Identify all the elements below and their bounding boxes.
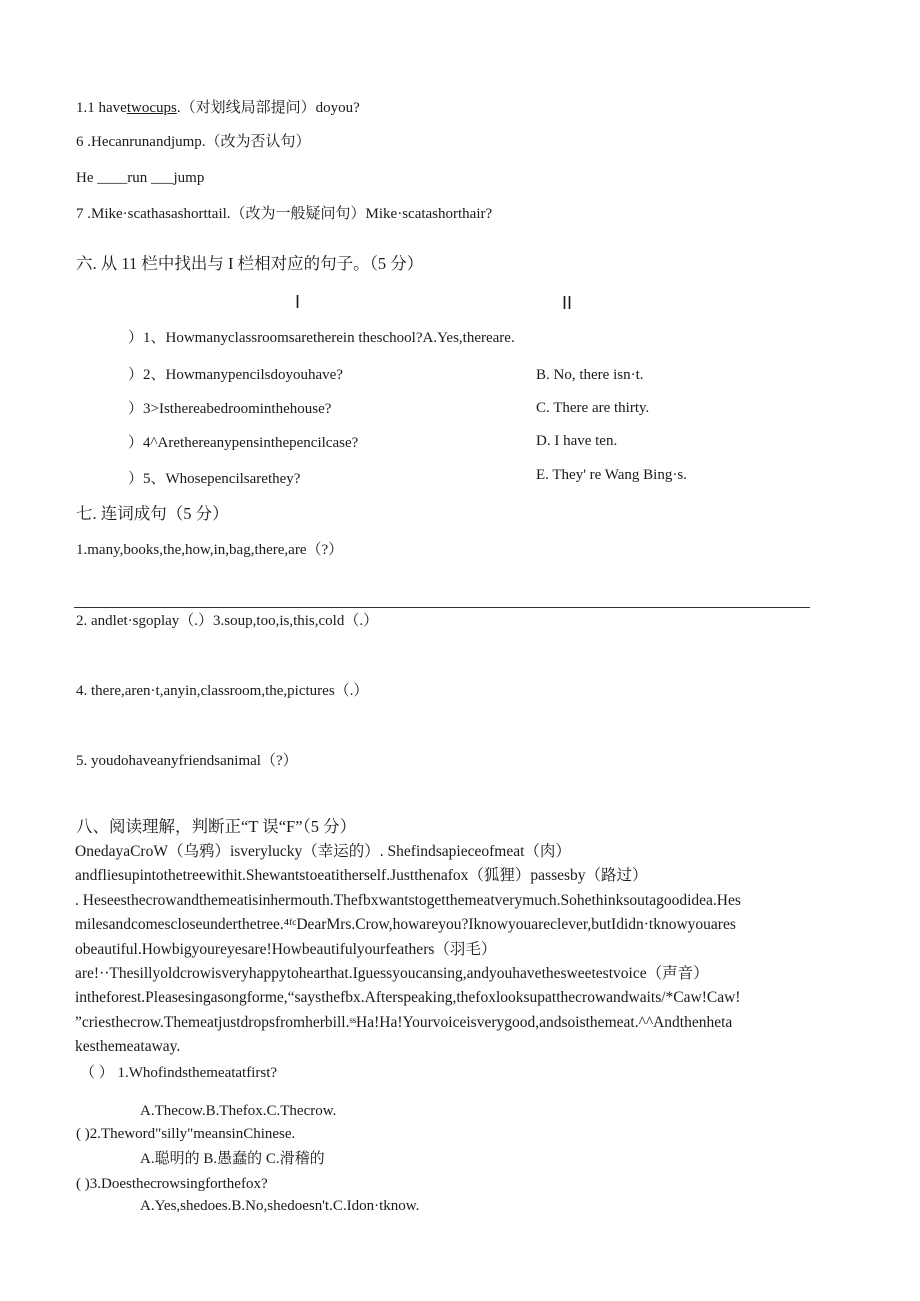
reading-passage (75, 840, 815, 1060)
section-7-title: 七. 连词成句（5 分） (76, 504, 229, 523)
question-text: 2.Theword"silly"meansinChinese. (89, 1126, 296, 1142)
q11-underlined: twocups (126, 100, 177, 116)
reading-q1-options: A.Thecow.B.Thefox.C.Thecrow. (140, 1103, 337, 1119)
passage-line: OnedayaCroW（乌鸦）isverylucky（幸运的）. Shefindsapieceofmeat（肉） (75, 843, 571, 860)
match-item-4: ）4^Arethereanypensinthepencilcase? (128, 435, 359, 451)
match-item-3: ）3>Isthereabedroominthehouse? (128, 401, 332, 417)
match-item-1: ）1、Howmanyclassroomsaretherein theschool?A.Yes,thereare. (128, 330, 515, 346)
reading-q1 (80, 1064, 277, 1082)
reading-q3 (76, 1175, 268, 1193)
match-option-e: E. They' re Wang Bing·s. (536, 467, 687, 483)
reading-q2-options: A.聪明的 B.愚蠢的 C.滑稽的 (140, 1151, 325, 1167)
sentence-q5: 5. youdohaveanyfriendsanimal（?） (76, 753, 298, 769)
answer-blank[interactable]: ( ) (76, 1176, 90, 1192)
passage-line: andfliesupintothetreewithit.Shewantstoeatitherself.Justthenafox（狐狸）passesby（路过） (75, 867, 648, 885)
answer-line (74, 607, 810, 608)
column-2-header: II (562, 293, 573, 313)
question-text: 1.Whofindsthemeatatfirst? (117, 1065, 278, 1081)
match-option-b: B. No, there isn·t. (536, 367, 644, 383)
passage-line: intheforest.Pleasesingasongforme,“saysthefbx.Afterspeaking,thefoxlooksupatthecrowandwaits/*Caw!Caw! (75, 989, 741, 1007)
question-7: 7 .Mike·scathasashorttail.（改为一般疑问句）Mike·scatashorthair? (76, 206, 493, 222)
q11-suffix: .（对划线局部提问）doyou? (176, 100, 360, 116)
question-text: 3.Doesthecrowsingforthefox? (89, 1176, 268, 1192)
match-option-d: D. I have ten. (536, 433, 618, 449)
column-1-header: I (295, 292, 301, 312)
answer-blank[interactable]: ( ) (76, 1126, 90, 1142)
passage-line: milesandcomescloseunderthetree.⁴ᶠᶜDearMrs.Crow,howareyou?Iknowyouareclever,butIdidn·tknowyouares (75, 916, 736, 934)
sentence-q2-q3: 2. andlet·sgoplay（.）3.soup,too,is,this,cold（.） (76, 613, 379, 629)
section-8-title: 八、阅读理解，判断正“T 误“F”（5 分） (76, 817, 357, 836)
section-6-title: 六. 从 11 栏中找出与 I 栏相对应的句子。（5 分） (76, 254, 424, 273)
question-6: 6 .Hecanrunandjump.（改为否认句） (76, 134, 311, 150)
reading-q3-options: A.Yes,shedoes.B.No,shedoesn't.C.Idon·tknow. (140, 1198, 420, 1214)
sentence-q1: 1.many,books,the,how,in,bag,there,are（?） (76, 542, 344, 558)
passage-line: obeautiful.Howbigyoureyesare!Howbeautifulyourfeathers（羽毛） (75, 940, 497, 958)
passage-line: are!··Thesillyoldcrowisveryhappytohearthat.Iguessyoucansing,andyouhavethesweetestvoice（声音） (75, 965, 709, 983)
match-option-c: C. There are thirty. (536, 400, 650, 416)
question-6-blank: He ____run ___jump (76, 170, 205, 186)
q11-prefix: 1.1 have (76, 100, 127, 116)
passage-line: . Heseesthecrowandthemeatisinhermouth.Thefbxwantstogetthemeatverymuch.Sohethinksoutagoodidea.Hes (75, 891, 741, 909)
passage-line: kesthemeataway. (75, 1038, 181, 1056)
passage-line: ”criesthecrow.Themeatjustdropsfromherbill.ˢˢHa!Ha!Yourvoiceisverygood,andsoisthemeat.^^Andthenheta (75, 1013, 733, 1031)
answer-blank[interactable]: （ ） (80, 1065, 114, 1081)
match-item-5: ）5、Whosepencilsarethey? (128, 471, 301, 487)
match-item-2: ）2、Howmanypencilsdoyouhave? (128, 367, 343, 383)
reading-q2 (76, 1125, 295, 1143)
sentence-q4: 4. there,aren·t,anyin,classroom,the,pictures（.） (76, 683, 369, 699)
question-1-1 (76, 99, 360, 117)
